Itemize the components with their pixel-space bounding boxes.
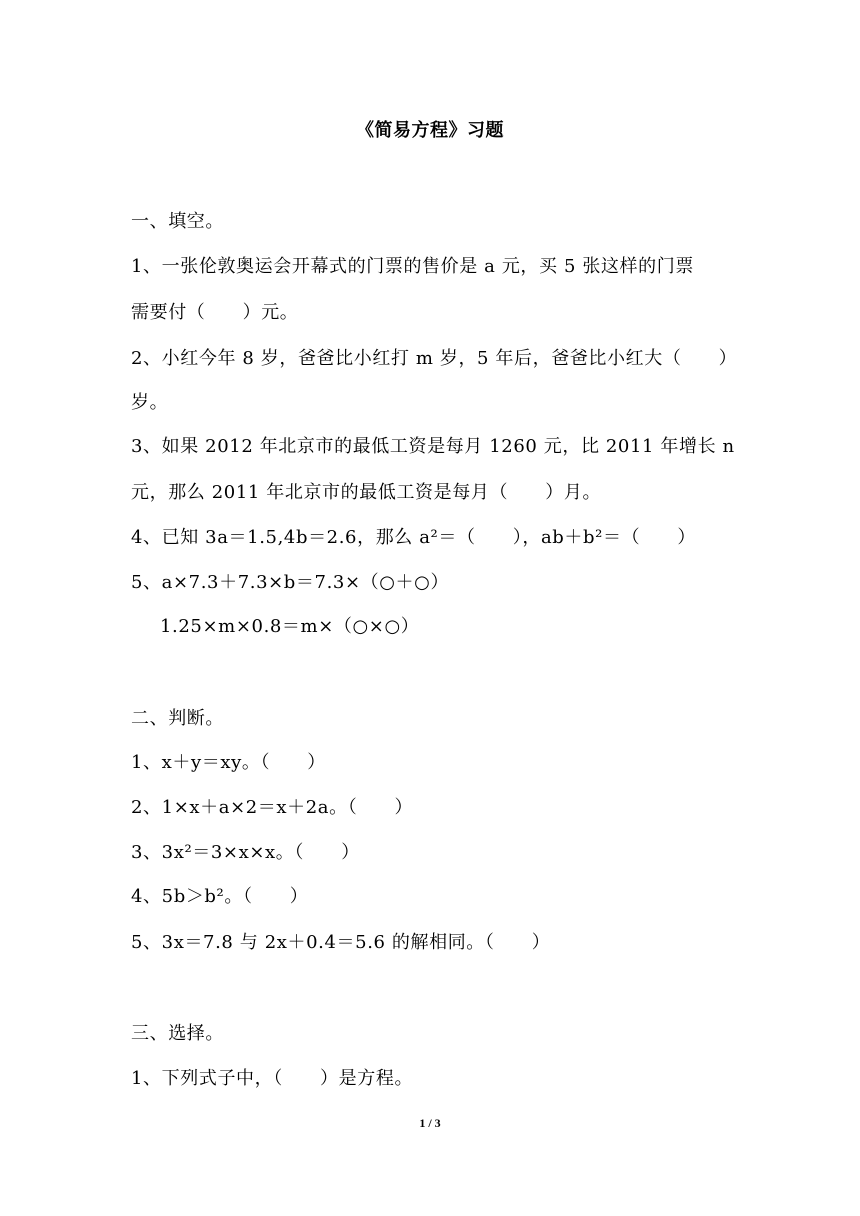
question-text: 3、3x²＝3×x×x。（ ）	[131, 842, 360, 863]
question-text: 4、已知 3a＝1.5,4b＝2.6，那么 a²＝（ ），ab＋b²＝（ ）	[131, 527, 696, 548]
question-text: 3、如果 2012 年北京市的最低工资是每月 1260 元，比 2011 年增长 n	[131, 436, 735, 457]
question-text: 4、5b＞b²。（ ）	[131, 886, 309, 907]
question-text: 2、1×x＋a×2＝x＋2a。（ ）	[131, 797, 414, 818]
question-text: 1、x＋y＝xy。（ ）	[131, 752, 326, 773]
section-heading-true-false: 二、判断。	[131, 708, 224, 729]
question-text: 2、小红今年 8 岁，爸爸比小红打 m 岁，5 年后，爸爸比小红大（ ）	[131, 348, 738, 369]
question-text: 岁。	[131, 392, 169, 413]
question-text: 元，那么 2011 年北京市的最低工资是每月（ ）月。	[131, 482, 602, 503]
question-text: 1、下列式子中，（ ）是方程。	[131, 1068, 414, 1089]
section-heading-multiple-choice: 三、选择。	[131, 1023, 224, 1044]
page-number: 1 / 3	[419, 1116, 441, 1130]
question-text: 5、3x＝7.8 与 2x＋0.4＝5.6 的解相同。（ ）	[131, 932, 551, 953]
question-text: 5、a×7.3＋7.3×b＝7.3×（○＋○）	[131, 572, 450, 593]
question-text: 1.25×m×0.8＝m×（○×○）	[160, 616, 420, 637]
document-title: 《简易方程》习题	[356, 120, 504, 141]
question-text: 1、一张伦敦奥运会开幕式的门票的售价是 a 元，买 5 张这样的门票	[131, 256, 694, 277]
question-text: 需要付（ ）元。	[131, 302, 299, 323]
section-heading-fill-in: 一、填空。	[131, 211, 224, 232]
